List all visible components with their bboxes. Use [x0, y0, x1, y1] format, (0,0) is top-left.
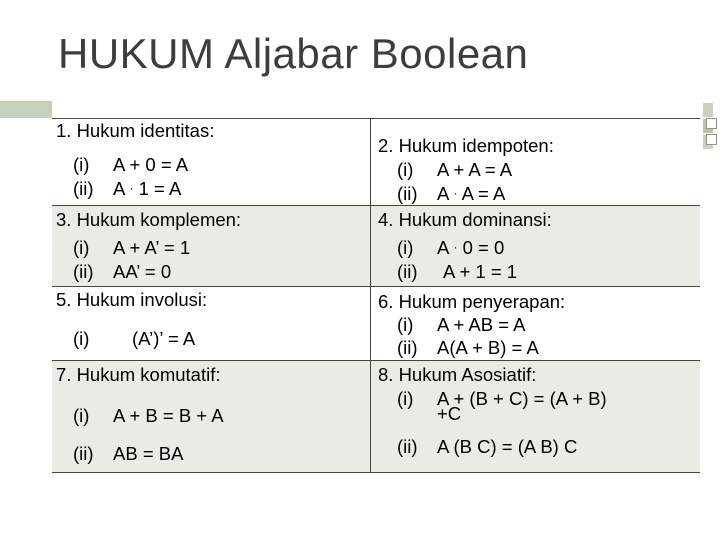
law-item-number: (i) — [397, 237, 414, 258]
law-heading: 6. Hukum penyerapan: — [378, 291, 566, 312]
law-item-number: (ii) — [397, 436, 418, 457]
law-item-number: (ii) — [397, 261, 418, 282]
law-item-number: (ii) — [397, 337, 418, 358]
law-cell-dominansi — [371, 206, 700, 286]
law-item-number: (i) — [73, 154, 90, 175]
law-expression — [437, 239, 504, 258]
law-item-number: (i) — [73, 237, 90, 258]
law-item-number: (i) — [73, 328, 90, 349]
law-heading: 8. Hukum Asosiatif: — [378, 364, 537, 385]
law-expression: AB = BA — [113, 443, 184, 464]
expr-part: A — [113, 178, 125, 199]
law-item-number: (i) — [397, 159, 414, 180]
law-item-number: (i) — [397, 314, 414, 335]
law-item-number: (i) — [397, 388, 414, 409]
expr-part: 1 = A — [138, 178, 182, 199]
law-heading: 1. Hukum identitas: — [56, 120, 215, 141]
deco-square — [706, 134, 717, 145]
law-expression — [437, 185, 505, 204]
law-expression: A(A + B) = A — [437, 337, 539, 358]
slide-title: HUKUM Aljabar Boolean — [58, 30, 529, 77]
law-heading: 3. Hukum komplemen: — [56, 209, 242, 230]
and-dot: · — [453, 186, 458, 200]
law-cell-identitas — [52, 119, 371, 205]
law-heading: 5. Hukum involusi: — [56, 289, 208, 310]
table-row — [52, 287, 700, 361]
expr-part: A — [437, 183, 449, 204]
law-expression: AA’ = 0 — [113, 261, 172, 282]
law-heading: 7. Hukum komutatif: — [56, 364, 221, 385]
law-cell-idempoten — [371, 119, 700, 205]
law-expression: A + B = B + A — [113, 405, 224, 426]
law-item-number: (ii) — [73, 178, 94, 199]
law-cell-involusi — [52, 287, 371, 360]
law-expression-continued: +C — [437, 403, 462, 424]
law-expression: (A’)’ = A — [132, 328, 196, 349]
table-row — [52, 361, 700, 473]
law-expression: A + A’ = 1 — [113, 237, 191, 258]
law-cell-asosiatif — [371, 361, 700, 472]
expr-part: 0 = 0 — [462, 237, 505, 258]
accent-bar — [0, 101, 52, 118]
law-expression: A + A = A — [437, 159, 513, 180]
and-dot: · — [129, 181, 134, 195]
expr-part: A = A — [461, 183, 506, 204]
law-item-number: (ii) — [397, 183, 418, 204]
law-expression: A + 1 = 1 — [443, 261, 518, 282]
law-item-number: (ii) — [73, 261, 94, 282]
law-expression: A + (B + C) = (A + B) — [437, 388, 607, 409]
laws-table — [52, 118, 700, 473]
law-expression — [113, 180, 181, 199]
law-cell-komplemen — [52, 206, 371, 286]
expr-part: A — [437, 237, 449, 258]
and-dot: · — [453, 240, 458, 254]
deco-strip — [703, 103, 713, 117]
law-expression: A + 0 = A — [113, 154, 189, 175]
table-row — [52, 119, 700, 206]
law-expression: A + AB = A — [437, 314, 526, 335]
law-item-number: (ii) — [73, 443, 94, 464]
law-cell-komutatif — [52, 361, 371, 472]
law-heading: 4. Hukum dominansi: — [378, 209, 552, 230]
law-cell-penyerapan — [371, 287, 700, 360]
table-row — [52, 206, 700, 287]
law-heading: 2. Hukum idempoten: — [378, 135, 554, 156]
law-expression: A (B C) = (A B) C — [437, 436, 578, 457]
deco-square — [706, 118, 717, 129]
law-item-number: (i) — [73, 405, 90, 426]
